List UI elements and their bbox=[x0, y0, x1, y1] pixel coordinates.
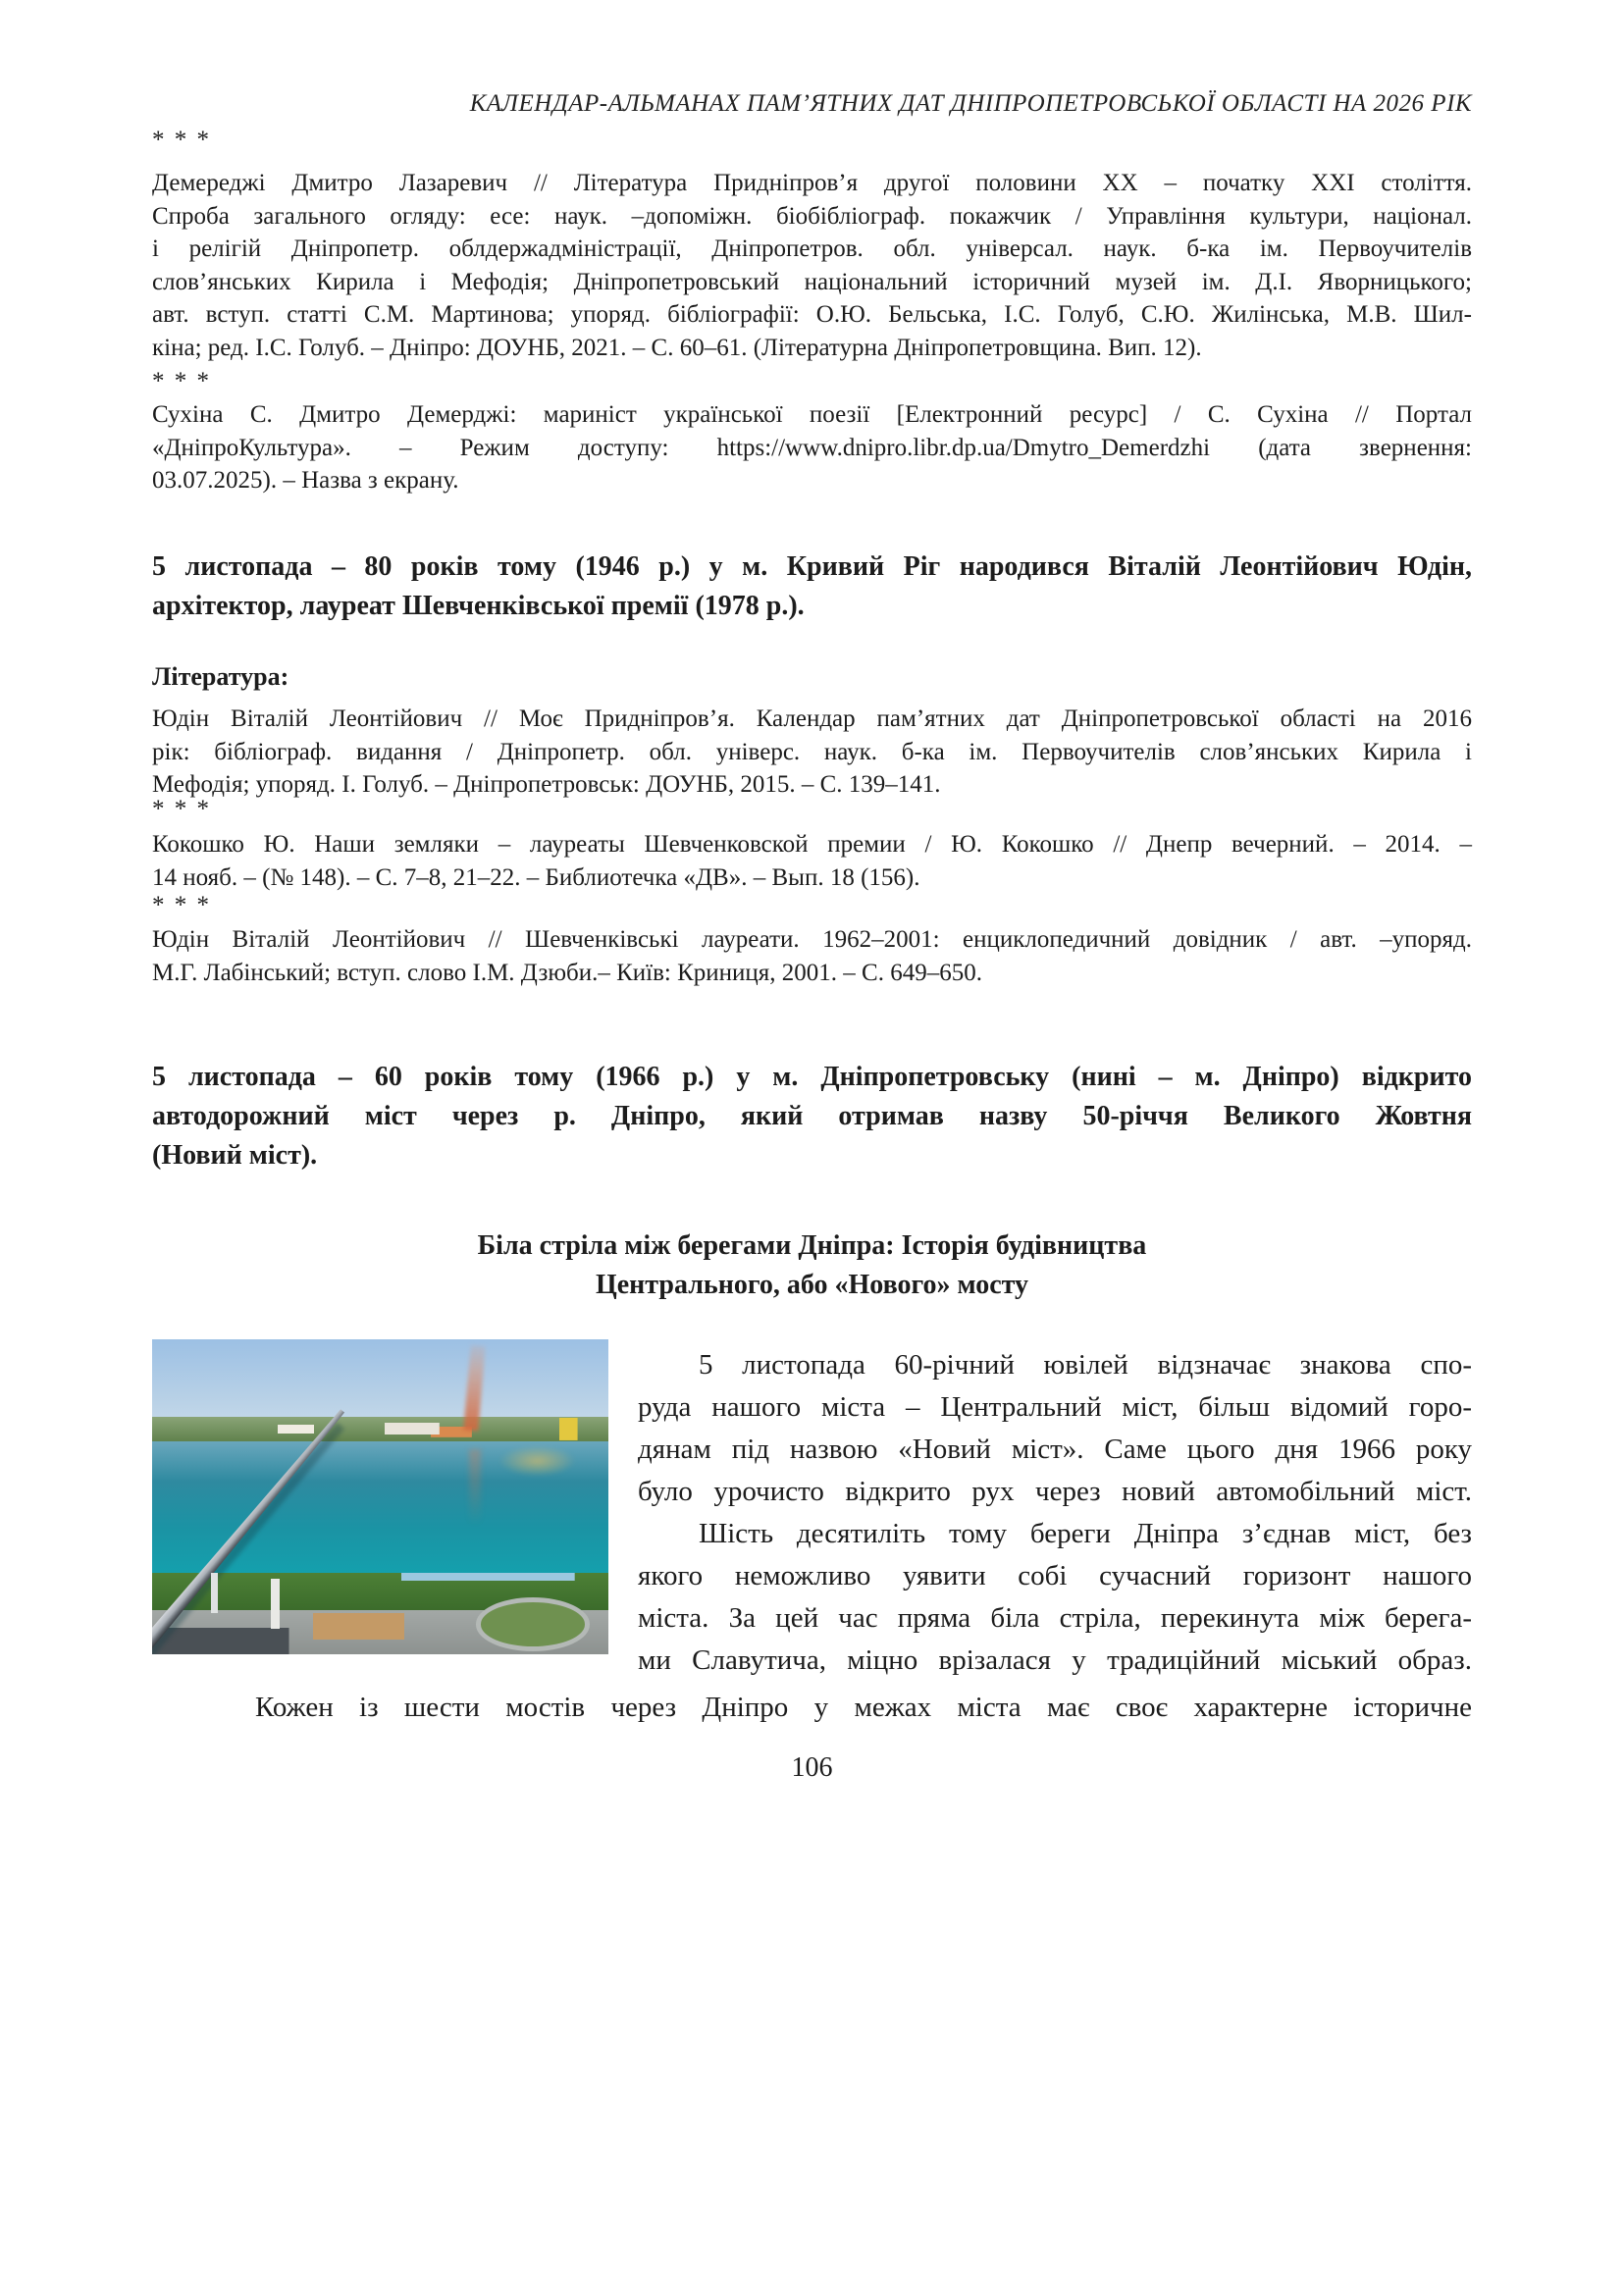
separator: * * * bbox=[152, 796, 211, 822]
article-line: руда нашого міста – Центральний міст, більш відомий горо- bbox=[638, 1391, 1472, 1423]
heading-line: автодорожний міст через р. Дніпро, який отримав назву 50-річчя Великого Жовтня bbox=[152, 1101, 1472, 1131]
bib-line: і релігій Дніпропетр. облдержадміністрації, Дніпропетров. обл. універсал. наук. б-ка ім. Первоучителів bbox=[152, 235, 1472, 262]
heading-line: 5 листопада – 80 років тому (1946 р.) у м. Кривий Ріг народився Віталій Леонтійович Юдін, bbox=[152, 551, 1472, 582]
literature-label: Література: bbox=[152, 662, 289, 691]
bib-line: Мефодія; упоряд. І. Голуб. – Дніпропетровськ: ДОУНБ, 2015. – С. 139–141. bbox=[152, 771, 941, 798]
event-heading-1946 bbox=[152, 548, 1472, 626]
bib-line: Юдін Віталій Леонтійович // Шевченківські лауреати. 1962–2001: енциклопедичний довідник / авт. –упоряд. bbox=[152, 926, 1472, 953]
running-title: КАЛЕНДАР-АЛЬМАНАХ ПАМ’ЯТНИХ ДАТ ДНІПРОПЕТРОВСЬКОЇ ОБЛАСТІ НА 2026 РІК bbox=[469, 90, 1472, 117]
bib-line: авт. вступ. статті С.М. Мартинова; упоряд. бібліографії: О.Ю. Бельська, І.С. Голуб, С.Ю. Жилінська, М.В. Шил- bbox=[152, 301, 1472, 328]
bib-line: М.Г. Лабінський; вступ. слово І.М. Дзюби.– Київ: Криниця, 2001. – С. 649–650. bbox=[152, 959, 982, 986]
photo-water-reflection bbox=[498, 1445, 576, 1477]
article-title bbox=[152, 1226, 1472, 1305]
article-line: Шість десятиліть тому береги Дніпра з’єднав міст, без bbox=[699, 1518, 1472, 1549]
bib-line: Кокошко Ю. Наши земляки – лауреаты Шевченковской премии / Ю. Кокошко // Днепр вечерний. – 2014. – bbox=[152, 831, 1472, 858]
article-line: якого неможливо уявити собі сучасний горизонт нашого bbox=[638, 1560, 1472, 1591]
photo-obelisk bbox=[271, 1579, 280, 1629]
article-continuation-line: Кожен із шести мостів через Дніпро у межах міста має своє характерне історичне bbox=[255, 1692, 1472, 1723]
bib-line: Спроба загального огляду: есе: наук. –допоміжн. біобібліограф. покажчик / Управління культури, націонал. bbox=[152, 202, 1472, 230]
photo-far-bank-city bbox=[152, 1417, 608, 1443]
bib-line: 03.07.2025). – Назва з екрану. bbox=[152, 467, 459, 494]
article-title-line: Біла стріла між берегами Дніпра: Історія будівництва bbox=[477, 1230, 1147, 1261]
bridge-photo bbox=[152, 1339, 608, 1654]
page-number: 106 bbox=[791, 1752, 833, 1783]
article-title-line: Центрального, або «Нового» мосту bbox=[595, 1270, 1029, 1300]
bib-entry-demeredzhi bbox=[152, 167, 1472, 364]
photo-roundabout bbox=[476, 1597, 590, 1651]
bib-entry-kokoshko bbox=[152, 828, 1472, 894]
bib-line: 14 нояб. – (№ 148). – С. 7–8, 21–22. – Библиотечка «ДВ». – Вып. 18 (156). bbox=[152, 863, 920, 891]
article-line: 5 листопада 60-річний ювілей відзначає знакова спо- bbox=[699, 1349, 1472, 1381]
bib-entry-sukhina bbox=[152, 398, 1472, 497]
article-line: було урочисто відкрито рух через новий автомобільний міст. bbox=[638, 1476, 1472, 1507]
bib-line: кіна; ред. І.С. Голуб. – Дніпро: ДОУНБ, 2021. – С. 60–61. (Літературна Дніпропетровщина. Вип. 12). bbox=[152, 334, 1202, 361]
bib-line: рік: бібліограф. видання / Дніпропетр. обл. універс. наук. б-ка ім. Первоучителів слов’янських Кирила і bbox=[152, 738, 1472, 765]
bib-line: «ДніпроКультура». – Режим доступу: https://www.dnipro.libr.dp.ua/Dmytro_Demerdzhi (дата звернення: bbox=[152, 434, 1472, 461]
bib-line: слов’янських Кирила і Мефодія; Дніпропетровський національний історичний музей ім. Д.І. Яворницького; bbox=[152, 268, 1472, 295]
article-line: міста. За цей час пряма біла стріла, перекинута між берега- bbox=[638, 1602, 1472, 1634]
separator: * * * bbox=[152, 127, 211, 153]
article-line: ми Славутича, міцно врізалася у традиційний міський образ. bbox=[638, 1644, 1472, 1676]
photo-smoke-reflection bbox=[469, 1449, 481, 1525]
separator: * * * bbox=[152, 368, 211, 394]
bib-line: Демереджі Дмитро Лазаревич // Література Придніпров’я другої половини ХХ – початку ХХІ століття. bbox=[152, 170, 1472, 196]
bib-line: Юдін Віталій Леонтійович // Моє Придніпров’я. Календар пам’ятних дат Дніпропетровської області на 2016 bbox=[152, 705, 1472, 732]
bib-entry-yudin-laureaty bbox=[152, 923, 1472, 989]
bib-line: Сухіна С. Дмитро Демерджі: мариніст української поезії [Електронний ресурс] / С. Сухіна // Портал bbox=[152, 401, 1472, 428]
event-heading-1966 bbox=[152, 1058, 1472, 1175]
article-line: дянам під назвою «Новий міст». Саме цього дня 1966 року bbox=[638, 1434, 1472, 1465]
heading-line: (Новий міст). bbox=[152, 1140, 318, 1171]
heading-line: 5 листопада – 60 років тому (1966 р.) у м. Дніпропетровську (нині – м. Дніпро) відкрито bbox=[152, 1062, 1472, 1092]
heading-line: архітектор, лауреат Шевченківської премії (1978 р.). bbox=[152, 591, 805, 621]
photo-lamp-post bbox=[211, 1573, 218, 1614]
bib-entry-yudin-moye bbox=[152, 703, 1472, 802]
separator: * * * bbox=[152, 892, 211, 918]
article-text-column bbox=[638, 1344, 1472, 1682]
